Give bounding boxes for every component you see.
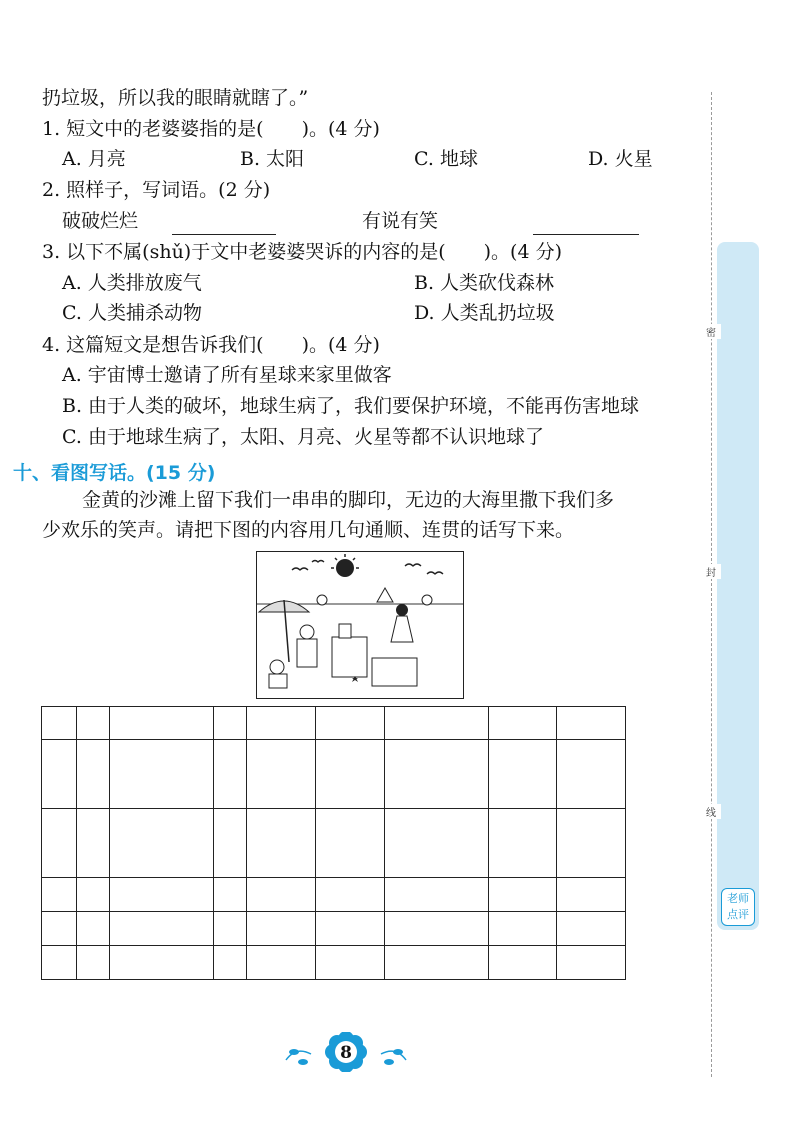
page-number-ornament (276, 1032, 416, 1072)
section-10-title: 十、看图写话。(15 分) (13, 462, 216, 484)
teacher-comment-sidebar (717, 242, 759, 930)
q2-answer-blank-1[interactable] (172, 234, 276, 235)
question-3: 3. 以下不属(shǔ)于文中老婆婆哭诉的内容的是( )。(4 分) (42, 241, 562, 263)
question-4: 4. 这篇短文是想告诉我们( )。(4 分) (42, 334, 380, 356)
q3-option-c: C. 人类捕杀动物 (62, 302, 202, 324)
q2-answer-blank-2[interactable] (533, 234, 639, 235)
q3-option-d: D. 人类乱扔垃圾 (414, 302, 555, 324)
beach-illustration (256, 551, 464, 699)
margin-mark-close: 封 (701, 564, 721, 579)
margin-mark-line: 线 (701, 804, 721, 819)
q4-option-b: B. 由于人类的破坏，地球生病了，我们要保护环境，不能再伤害地球 (62, 395, 640, 417)
q4-option-a: A. 宇宙博士邀请了所有星球来家里做客 (62, 364, 392, 386)
q3-option-b: B. 人类砍伐森林 (414, 272, 555, 294)
teacher-comment-label-1: 老师 (727, 892, 749, 905)
q3-option-a: A. 人类排放废气 (62, 272, 202, 294)
q2-example-2: 有说有笑 (362, 210, 439, 232)
q1-option-a: A. 月亮 (62, 148, 126, 170)
page-number: 8 (340, 1043, 352, 1063)
carry-over-line: 扔垃圾，所以我的眼睛就瞎了。” (42, 87, 309, 109)
section-10-paragraph-2: 少欢乐的笑声。请把下图的内容用几句通顺、连贯的话写下来。 (42, 519, 575, 541)
q4-option-c: C. 由于地球生病了，太阳、月亮、火星等都不认识地球了 (62, 426, 544, 448)
q1-option-c: C. 地球 (414, 148, 478, 170)
q1-option-b: B. 太阳 (240, 148, 305, 170)
q1-option-d: D. 火星 (588, 148, 653, 170)
teacher-comment-label-2: 点评 (727, 908, 749, 921)
question-1: 1. 短文中的老婆婆指的是( )。(4 分) (42, 118, 380, 140)
q2-example-1: 破破烂烂 (62, 210, 139, 232)
teacher-comment-badge (721, 888, 755, 926)
section-10-paragraph-1: 金黄的沙滩上留下我们一串串的脚印，无边的大海里撒下我们多 (82, 489, 615, 511)
margin-mark-seal: 密 (701, 324, 721, 339)
writing-grid[interactable] (41, 706, 626, 980)
binding-dashed-line (711, 92, 712, 1077)
question-2: 2. 照样子，写词语。(2 分) (42, 179, 271, 201)
